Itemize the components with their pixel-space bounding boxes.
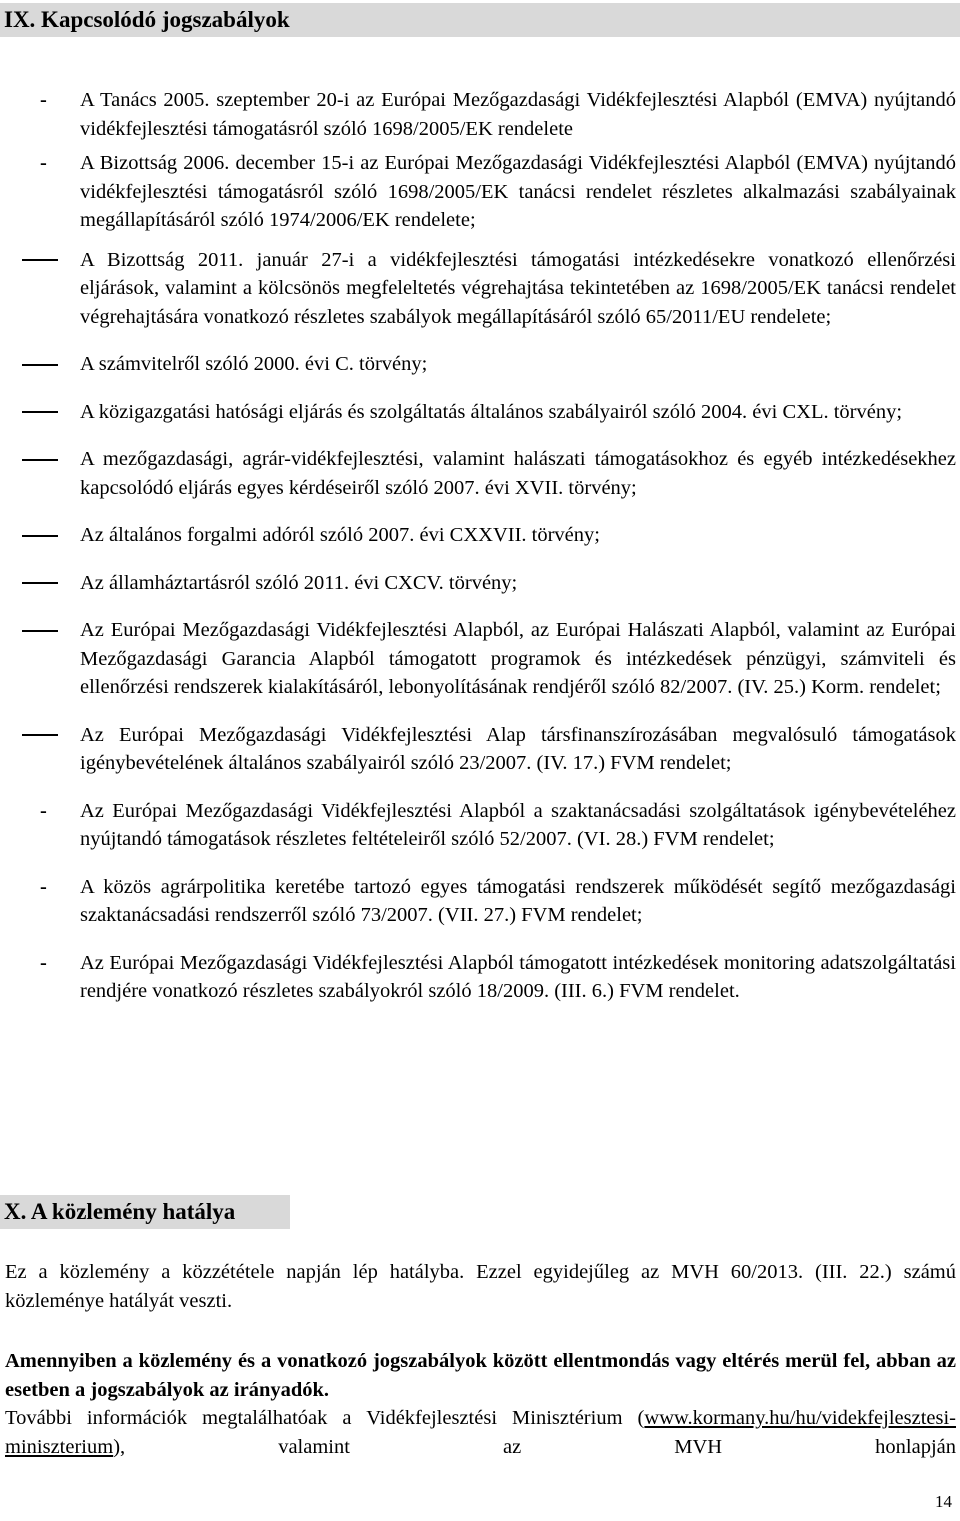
more-info-paragraph <box>5 1404 956 1461</box>
list-item <box>0 149 956 235</box>
list-item-text: A közigazgatási hatósági eljárás és szolgáltatás általános szabályairól szóló 2004. évi CXL. törvény; <box>80 400 903 423</box>
related-legislation-list <box>0 86 956 1006</box>
more-info-prefix: További információk megtalálhatóak a Vidékfejlesztési Minisztérium ( <box>5 1407 645 1429</box>
page-number: 14 <box>935 1492 952 1511</box>
list-item-text: Az általános forgalmi adóról szóló 2007. évi CXXVII. törvény; <box>80 524 600 546</box>
list-item-text: A közös agrárpolitika keretébe tartozó egyes támogatási rendszerek működését segítő mezőgazdasági szaktanácsadási rendszerről szóló 73/2007. (VII. 27.) FVM rendelet; <box>80 875 956 926</box>
list-item-text: Az Európai Mezőgazdasági Vidékfejlesztési Alapból, az Európai Halászati Alapból, valamint az Európai Mezőgazdasági Garancia Alapból támogatott programok és intézkedések pénzügyi, számviteli és ellenőrzési rendszerek kialakításáról, lebonyolításának rendjéről szóló 82/2007. (IV. 25.) Korm. rendelet; <box>80 619 956 698</box>
list-item <box>0 721 956 778</box>
list-item-text: A számvitelről szóló 2000. évi C. törvény; <box>80 353 428 375</box>
list-item-text: A Bizottság 2006. december 15-i az Európai Mezőgazdasági Vidékfejlesztési Alapból (EMVA) nyújtandó vidékfejlesztési támogatásról szóló 1698/2005/EK tanácsi rendelet részletes alkalmazási szabályainak megállapításáról szóló 1974/2006/EK rendelete; <box>80 152 956 231</box>
list-item <box>0 398 956 427</box>
dash-bullet <box>22 582 58 584</box>
list-item-text: Az Európai Mezőgazdasági Vidékfejlesztési Alap társfinanszírozásában megvalósuló támogatások igénybevételének általános szabályairól szóló 23/2007. (IV. 17.) FVM rendelet; <box>80 723 956 774</box>
list-item-text: A Tanács 2005. szeptember 20-i az Európai Mezőgazdasági Vidékfejlesztési Alapból (EMVA) nyújtandó vidékfejlesztési támogatásról szóló 1698/2005/EK rendelete <box>80 89 956 140</box>
list-item-marker: - <box>40 799 47 822</box>
section-x-heading: X. A közlemény hatálya <box>0 1195 290 1229</box>
list-item-text: Az Európai Mezőgazdasági Vidékfejlesztési Alapból támogatott intézkedések monitoring adatszolgáltatási rendjére vonatkozó részletes szabályokról szóló 18/2009. (III. 6.) FVM rendelet. <box>80 951 956 1002</box>
list-item-text: A mezőgazdasági, agrár-vidékfejlesztési, valamint halászati támogatásokhoz és egyéb intézkedésekhez kapcsolódó eljárás egyes kérdéseiről szóló 2007. évi XVII. törvény; <box>80 448 956 499</box>
list-item-marker: - <box>40 89 47 111</box>
list-item <box>0 86 956 143</box>
more-info-suffix: ), valamint az MVH honlapján <box>113 1435 956 1458</box>
list-item <box>0 949 956 1006</box>
section-ix-heading: IX. Kapcsolódó jogszabályok <box>0 3 960 37</box>
list-item <box>0 797 956 854</box>
dash-bullet <box>22 459 58 461</box>
effective-date-paragraph: Ez a közlemény a közzététele napján lép hatályba. Ezzel egyidejűleg az MVH 60/2013. (III. 22.) számú közleménye hatályát veszti. <box>5 1261 956 1312</box>
precedence-note: Amennyiben a közlemény és a vonatkozó jogszabályok között ellentmondás vagy eltérés merül fel, abban az esetben a jogszabályok az irányadók. <box>5 1350 956 1401</box>
list-item-marker: - <box>40 951 47 974</box>
list-item <box>0 350 956 379</box>
ministry-url-link[interactable]: www.kormany.hu/hu/videkfejlesztesi-miniszterium <box>5 1407 956 1458</box>
list-item-text: Az Európai Mezőgazdasági Vidékfejlesztési Alapból a szaktanácsadási szolgáltatások igénybevételéhez nyújtandó támogatások részletes feltételeiről szóló 52/2007. (VI. 28.) FVM rendelet; <box>80 799 956 850</box>
dash-bullet <box>22 364 58 366</box>
dash-bullet <box>22 411 58 413</box>
dash-bullet <box>22 734 58 736</box>
list-item <box>0 616 956 702</box>
list-item-marker: - <box>40 875 47 898</box>
list-item <box>0 246 956 332</box>
list-item-text: Az államháztartásról szóló 2011. évi CXCV. törvény; <box>80 571 518 594</box>
dash-bullet <box>22 630 58 632</box>
dash-bullet <box>22 259 58 261</box>
list-item <box>0 521 956 550</box>
list-item <box>0 569 956 598</box>
list-item <box>0 873 956 930</box>
list-item <box>0 445 956 502</box>
dash-bullet <box>22 535 58 537</box>
list-item-marker: - <box>40 152 47 174</box>
list-item-text: A Bizottság 2011. január 27-i a vidékfejlesztési támogatási intézkedésekre vonatkozó ellenőrzési eljárások, valamint a kölcsönös megfeleltetés végrehajtása tekintetében az 1698/2005/EK tanácsi rendelet végrehajtására vonatkozó részletes szabályok megállapításáról szóló 65/2011/EU rendelete; <box>80 248 956 328</box>
